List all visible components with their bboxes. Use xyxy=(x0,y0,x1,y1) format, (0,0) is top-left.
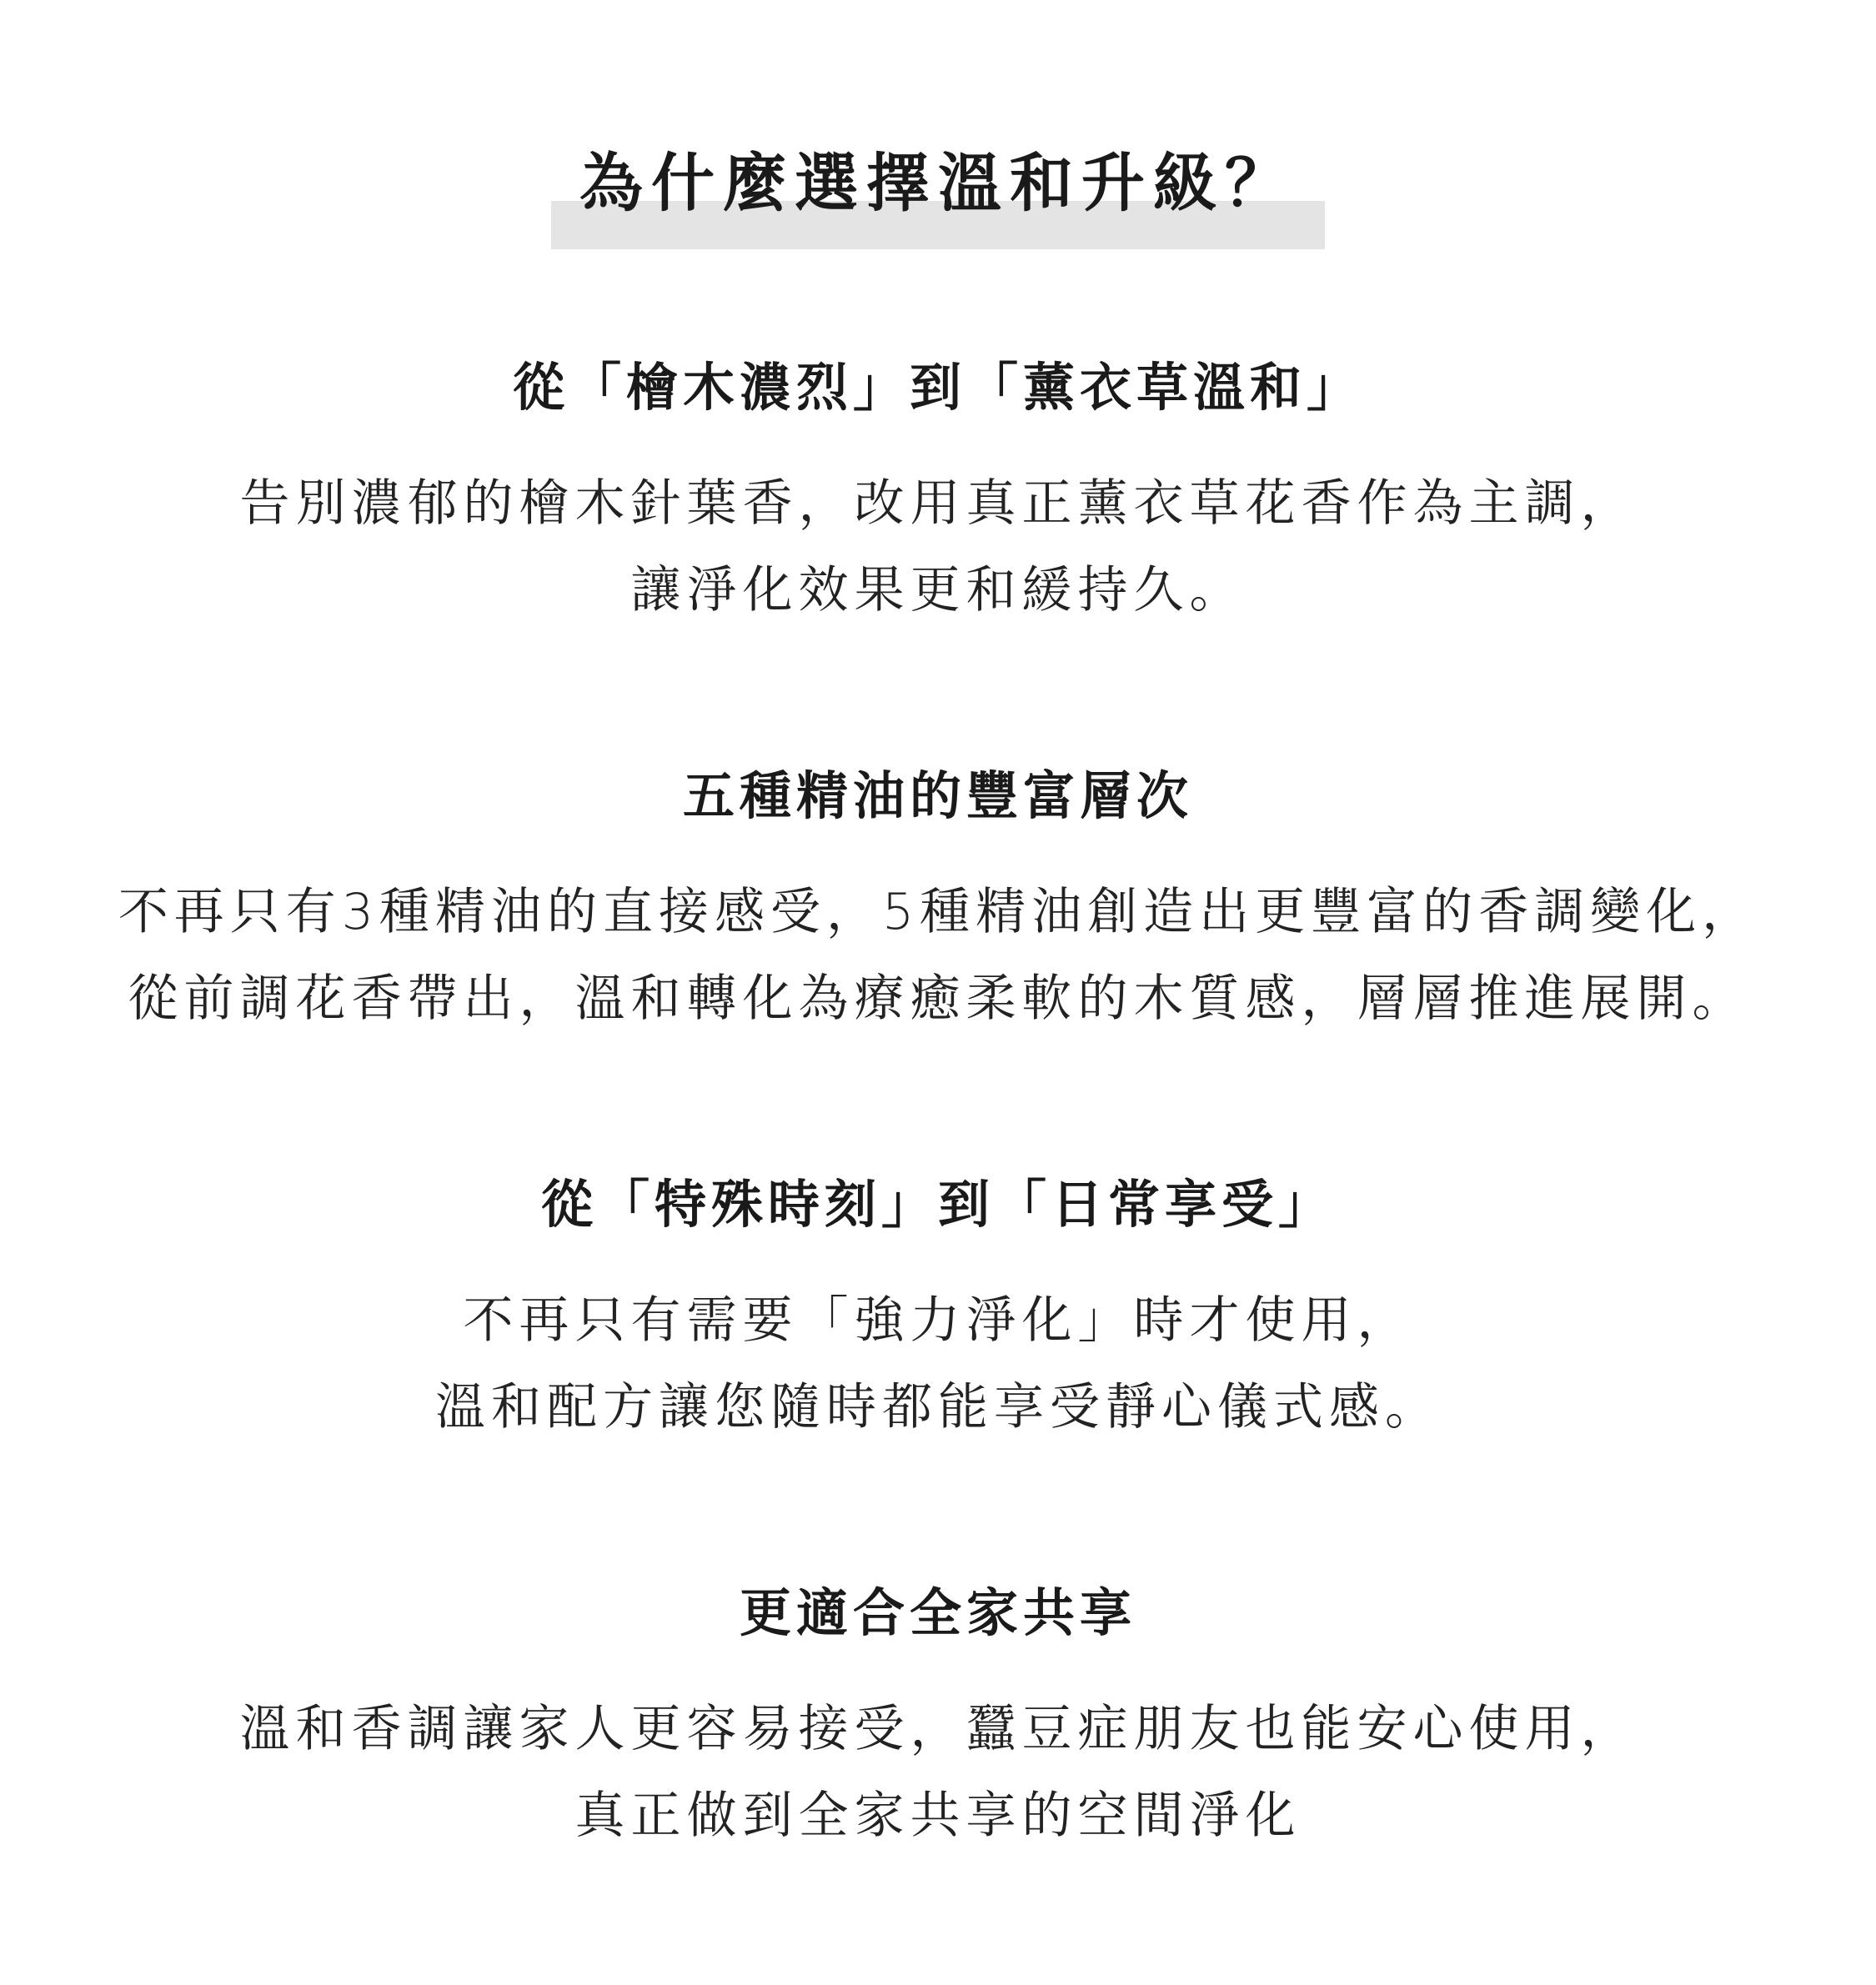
section-daily xyxy=(0,1167,1876,1451)
body-line: 溫和配方讓您隨時都能享受靜心儀式感。 xyxy=(435,1378,1441,1436)
section-body xyxy=(0,1686,1876,1859)
section-five-oils xyxy=(0,759,1876,1042)
body-line: 不再只有需要「強力淨化」時才使用， xyxy=(463,1291,1413,1350)
section-heading: 從「特殊時刻」到「日常享受」 xyxy=(540,1174,1335,1235)
body-line: 不再只有3種精油的直接感受，5種精油創造出更豐富的香調變化， xyxy=(118,883,1758,941)
section-lavender xyxy=(0,350,1876,634)
section-heading: 從「檜木濃烈」到「薰衣草溫和」 xyxy=(512,357,1363,418)
section-heading: 更適合全家共享 xyxy=(739,1582,1136,1643)
body-line: 從前調花香帶出，溫和轉化為療癒柔軟的木質感，層層推進展開。 xyxy=(128,970,1748,1028)
section-heading: 五種精油的豐富層次 xyxy=(682,765,1193,826)
body-line: 真正做到全家共享的空間淨化 xyxy=(574,1787,1302,1845)
page-title-area xyxy=(0,138,1876,229)
body-line: 溫和香調讓家人更容易接受，蠶豆症朋友也能安心使用， xyxy=(239,1700,1637,1758)
body-line: 讓淨化效果更和緩持久。 xyxy=(630,561,1246,619)
section-body xyxy=(0,460,1876,634)
section-body xyxy=(0,1277,1876,1451)
page-title-text: 為什麼選擇溫和升級？ xyxy=(579,146,1297,220)
section-family xyxy=(0,1576,1876,1859)
page-title xyxy=(551,138,1325,229)
section-body xyxy=(0,869,1876,1042)
body-line: 告別濃郁的檜木針葉香，改用真正薰衣草花香作為主調， xyxy=(239,474,1637,533)
